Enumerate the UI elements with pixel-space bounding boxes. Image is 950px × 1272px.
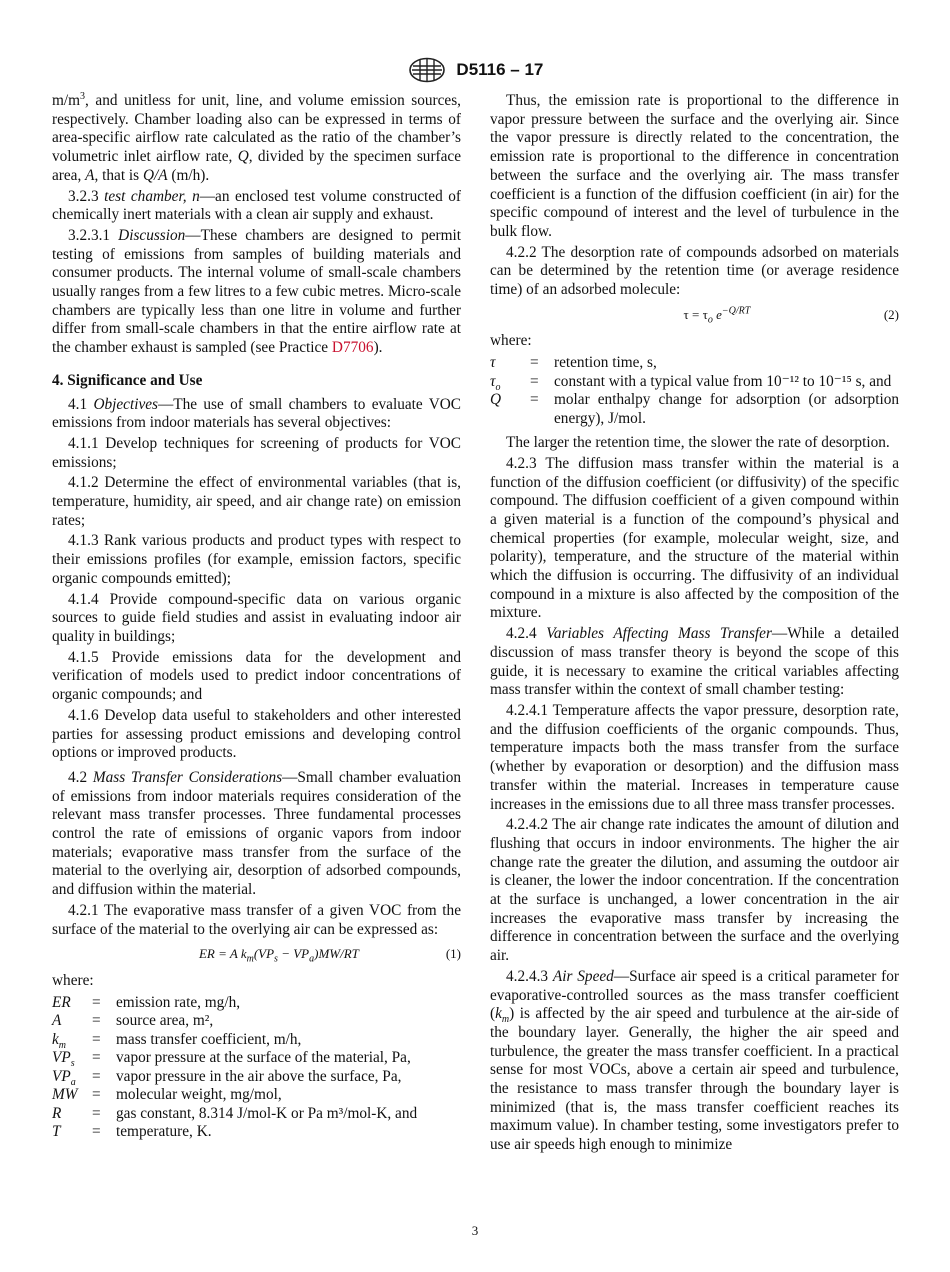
practice-d7706-link[interactable]: D7706 xyxy=(331,339,374,357)
equation-2-expression: $\tau = \tau_o$ $e^{-Q/RT}$ xyxy=(683,305,751,326)
page-header xyxy=(0,56,950,84)
paragraph-4-2-1: 4.2.1 The evaporative mass transfer of a given VOC from the surface of the material to the overlying air can be expressed as: xyxy=(52,901,461,938)
variable-row xyxy=(490,391,899,428)
paragraph-4-2-4: 4.2.4 Variables Affecting Mass Transfer—While a detailed discussion of mass transfer theory is beyond the scope of this guide, it is necessary to examine the critical variables affecting mass transfer within the context of small chamber testing: xyxy=(490,625,899,699)
paragraph-4-1-3: 4.1.3 Rank various products and product types with respect to their emissions profiles (for example, emission factors, specific organic compounds emitted); xyxy=(52,532,461,587)
paragraph-4-2-4-3: 4.2.4.3 Air Speed—Surface air speed is a critical parameter for evaporative-controlled sources as the mass transfer coefficient $(k_m)$ is affected by the air speed and turbulence at the air-side of the boundary layer. Generally, the higher the air speed and turbulence, the greater the mass transfer coefficient. In a practical sense for most VOCs, above a certain air speed and turbulence, the resistance to mass transfer through the boundary layer is minimized (that is, the mass transfer coefficient reaches its maximum value). In chamber testing, some investigators prefer to use air speeds high enough to minimize xyxy=(490,967,899,1154)
paragraph-chamber-loading-continued: $m/m^3$, and unitless for unit, line, and volume emission sources, respectively. Chamber loading also can be expressed in terms of area-specific airflow rate calculated as the ratio of the chamber’s volumetric inlet airflow rate, Q, divided by the specimen surface area, A, that is Q/A (m/h). xyxy=(52,90,461,184)
paragraph-4-1: 4.1 Objectives—The use of small chambers to evaluate VOC emissions from indoor materials has several objectives: xyxy=(52,395,461,432)
variable-symbol: ER xyxy=(52,993,71,1011)
paragraph-3-2-3-1: 3.2.3.1 Discussion—These chambers are designed to permit testing of emissions from samples of building materials and consumer products. The internal volume of small-scale chambers usually ranges from a few litres to a few cubic metres. Micro-scale chambers are typically less than one litre in volume and further differ from small-scale chambers in that the entire airflow rate at the chamber exhaust is sampled (see Practice D7706). xyxy=(52,226,462,357)
variable-definition: retention time, s, xyxy=(554,354,657,372)
equals-sign: = xyxy=(92,1067,101,1085)
variable-definition: molar enthalpy change for adsorption (or adsorption energy), J/mol. xyxy=(554,391,899,427)
where-label-2: where: xyxy=(490,332,532,350)
variable-row xyxy=(52,1068,461,1087)
equation-2-number: (2) xyxy=(883,306,899,322)
variable-row xyxy=(52,1031,461,1050)
variable-definition: mass transfer coefficient, m/h, xyxy=(116,1030,302,1048)
paragraph-3-2-3: 3.2.3 test chamber, n—an enclosed test volume constructed of chemically inert materials with a clean air supply and exhaust. xyxy=(52,187,461,224)
variable-symbol: R xyxy=(52,1104,62,1122)
equals-sign: = xyxy=(530,391,539,409)
variable-symbol: $VP_a$ xyxy=(52,1067,76,1088)
equation-2 xyxy=(490,306,899,325)
left-column xyxy=(52,92,461,1148)
equation-1-expression: ER = A $k_m(VP_s - VP_a)MW/RT$ xyxy=(198,946,359,965)
variable-definition: source area, m², xyxy=(116,1012,214,1030)
paragraph-4-1-5: 4.1.5 Provide emissions data for the development and verification of models used to predict indoor concentrations of organic compounds; and xyxy=(52,648,461,704)
equals-sign: = xyxy=(92,1086,101,1104)
paragraph-4-1-6: 4.1.6 Develop data useful to stakeholders and other interested parties for assessing product emissions and developing control options or improved products. xyxy=(52,706,461,762)
paragraph-4-2: 4.2 Mass Transfer Considerations—Small chamber evaluation of emissions from indoor materials requires consideration of the relevant mass transfer processes. Three fundamental processes control the rate of emissions of organic vapors from indoor materials; evaporative mass transfer from the surface of the material to the overlying air, desorption of adsorbed compounds, and diffusion within the material. xyxy=(52,768,462,899)
variable-row xyxy=(52,994,461,1013)
variable-row xyxy=(52,1105,461,1124)
equals-sign: = xyxy=(92,1012,101,1030)
paragraph-thus-emission-rate: Thus, the emission rate is proportional to the difference in vapor pressure between the surface and the overlying air. Since the vapor pressure is directly related to the concentration, the emission rate is proportional to the difference in concentration between the surface and the overlying air. The mass transfer coefficient is a function of the diffusion coefficient (in air) for the specific compound of interest and the level of turbulence in the bulk flow. xyxy=(490,92,899,240)
variable-row xyxy=(52,1049,461,1068)
equals-sign: = xyxy=(530,354,539,372)
equals-sign: = xyxy=(92,1123,101,1141)
equals-sign: = xyxy=(92,993,101,1011)
variable-row xyxy=(52,1086,461,1105)
variable-definition: molecular weight, mg/mol, xyxy=(116,1086,282,1104)
variable-symbol: $k_m$ xyxy=(52,1030,67,1051)
equation-2-variables xyxy=(490,354,899,428)
equals-sign: = xyxy=(92,1049,101,1067)
section-4-heading: 4. Significance and Use xyxy=(52,371,203,389)
equals-sign: = xyxy=(530,372,539,390)
variable-row xyxy=(52,1012,461,1031)
variable-definition: vapor pressure in the air above the surface, Pa, xyxy=(116,1067,402,1085)
variable-definition: gas constant, 8.314 J/mol-K or Pa m³/mol-K, and xyxy=(116,1104,418,1122)
paragraph-4-2-4-1: 4.2.4.1 Temperature affects the vapor pressure, desorption rate, and the diffusion coefficients of the organic compounds. Thus, temperature impacts both the mass transfer from the surface (whether by evaporation or desorption) and the diffusion mass transfer within the material. Increases in temperature cause increases in the emissions due to all three mass transfer processes. xyxy=(490,701,899,813)
paragraph-4-2-2: 4.2.2 The desorption rate of compounds adsorbed on materials can be determined by the retention time (or average residence time) of an adsorbed molecule: xyxy=(490,243,899,299)
variable-row xyxy=(490,373,899,392)
variable-symbol: A xyxy=(52,1012,62,1030)
variable-symbol: MW xyxy=(52,1086,78,1104)
paragraph-4-1-2: 4.1.2 Determine the effect of environmental variables (that is, temperature, humidity, air speed, and air change rate) on emission rates; xyxy=(52,474,461,529)
variable-definition: temperature, K. xyxy=(116,1123,212,1141)
variable-symbol: τ xyxy=(490,354,496,372)
astm-logo-icon xyxy=(407,56,447,84)
variable-symbol: $VP_s$ xyxy=(52,1049,75,1070)
paragraph-4-2-3: 4.2.3 The diffusion mass transfer within the material is a function of the diffusion coefficient (or diffusivity) of the specific compound. The diffusion coefficient of a given compound within a given material is a function of the compound’s physical and chemical properties (for example, molecular weight, size, and polarity), temperature, and the structure of the material within which the diffusion is occurring. The diffusivity of an individual compound in a mixture is also affected by the composition of the mixture. xyxy=(490,454,899,622)
equals-sign: = xyxy=(92,1104,101,1122)
variable-symbol: T xyxy=(52,1123,61,1141)
right-column xyxy=(490,92,899,1157)
variable-row xyxy=(490,354,899,373)
equals-sign: = xyxy=(92,1030,101,1048)
variable-definition: constant with a typical value from 10⁻¹² to 10⁻¹⁵ s, and xyxy=(554,372,892,390)
paragraph-larger-retention: The larger the retention time, the slower the rate of desorption. xyxy=(506,434,890,452)
variable-symbol: $\tau_o$ xyxy=(490,372,501,393)
standard-designation: D5116 – 17 xyxy=(456,59,544,79)
paragraph-4-1-4: 4.1.4 Provide compound-specific data on various organic sources to guide field studies and assist in evaluating indoor air quality in buildings; xyxy=(52,590,461,645)
equation-1-variables xyxy=(52,994,461,1142)
variable-symbol: Q xyxy=(490,391,502,409)
variable-definition: vapor pressure at the surface of the material, Pa, xyxy=(116,1049,411,1067)
variable-row xyxy=(52,1123,461,1142)
variable-definition: emission rate, mg/h, xyxy=(116,993,241,1011)
page-number: 3 xyxy=(471,1223,479,1238)
paragraph-4-1-1: 4.1.1 Develop techniques for screening of products for VOC emissions; xyxy=(52,434,461,471)
paragraph-4-2-4-2: 4.2.4.2 The air change rate indicates the amount of dilution and flushing that occurs in indoor environments. The higher the air change rate the greater the dilution, and assuming the outdoor air is cleaner, the lower the indoor concentration. If the concentration at the surface is unchanged, a lower concentration in the air increases the evaporative mass transfer by increasing the difference in concentration between the surface and the overlying air. xyxy=(490,816,899,965)
where-label: where: xyxy=(52,971,94,989)
equation-1-number: (1) xyxy=(445,946,461,962)
equation-1 xyxy=(52,945,461,964)
